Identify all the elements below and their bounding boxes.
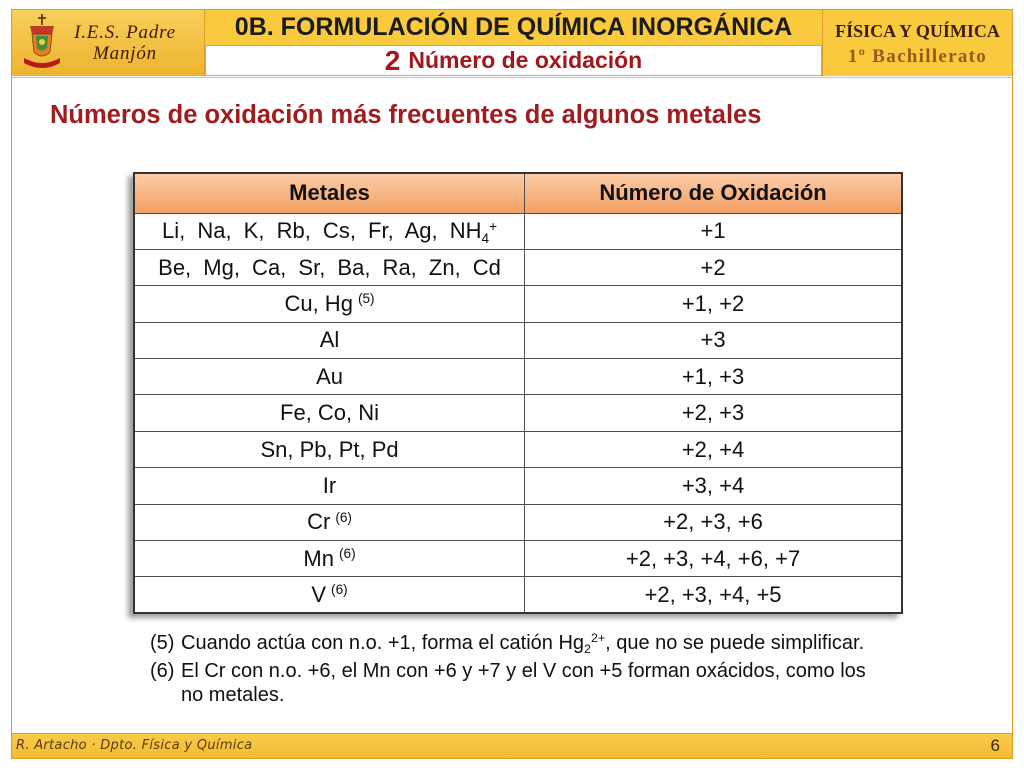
page-title: 0B. FORMULACIÓN DE QUÍMICA INORGÁNICA xyxy=(234,13,793,41)
section-number: 2 xyxy=(384,44,401,76)
footer-author: R. Artacho · Dpto. Física y Química xyxy=(16,738,253,753)
footnote-reference: (6) xyxy=(335,509,352,525)
metal-cell xyxy=(134,431,525,467)
footnote-5 xyxy=(150,631,881,655)
footnote-reference: (6) xyxy=(331,582,348,598)
table-header xyxy=(134,173,902,213)
oxidation-number-cell: +1, +3 xyxy=(525,359,902,395)
metal-symbols: Cu, Hg xyxy=(284,290,353,316)
school-name-line-1: I.E.S. Padre xyxy=(74,22,176,43)
oxidation-number-cell: +3 xyxy=(525,322,902,358)
footnote-marker: (6) xyxy=(150,660,175,682)
metal-symbols: Ir xyxy=(322,472,337,498)
school-name-line-2: Manjón xyxy=(93,43,157,64)
title-band xyxy=(205,10,822,45)
table-row xyxy=(134,249,902,285)
oxidation-number-cell: +2, +3, +4, +5 xyxy=(525,577,902,613)
oxidation-number-cell: +1 xyxy=(525,213,902,249)
column-header-metals: Metales xyxy=(134,173,525,213)
footnote-text: El Cr con n.o. +6, el Mn con +6 y +7 y el V con +5 forman oxácidos, como los no metales. xyxy=(181,660,866,706)
table-row xyxy=(134,213,902,249)
metal-cell xyxy=(134,286,525,322)
footnote-text-end: , que no se puede simplificar. xyxy=(605,632,865,654)
school-crest-icon xyxy=(20,13,64,73)
footnote-reference: (6) xyxy=(338,546,356,562)
metal-cell xyxy=(134,577,525,613)
oxidation-number-cell: +2, +3, +4, +6, +7 xyxy=(525,541,902,577)
ion-subscript: 2 xyxy=(584,641,591,656)
metal-symbols: V xyxy=(311,581,327,607)
metal-cell xyxy=(134,395,525,431)
oxidation-number-cell: +2, +4 xyxy=(525,431,902,467)
metal-cell xyxy=(134,249,525,285)
ion-charge: + xyxy=(489,218,498,234)
metal-symbols: Au xyxy=(316,363,343,389)
metal-cell xyxy=(134,213,525,249)
metal-subscript: 4 xyxy=(481,230,490,246)
footer-bar xyxy=(12,733,1012,758)
oxidation-number-cell: +2, +3, +6 xyxy=(525,504,902,540)
table-row xyxy=(134,286,902,322)
footnote-text-start: Cuando actúa con n.o. +1, forma el catión Hg xyxy=(181,632,585,654)
page-number: 6 xyxy=(990,736,1000,755)
subject-box xyxy=(822,10,1012,76)
metal-cell xyxy=(134,504,525,540)
school-name xyxy=(70,22,180,64)
oxidation-number-cell: +2, +3 xyxy=(525,395,902,431)
footnote-reference: (5) xyxy=(357,291,375,307)
table-row xyxy=(134,395,902,431)
metal-symbols: Fe, Co, Ni xyxy=(280,400,380,426)
table-row xyxy=(134,359,902,395)
table-row xyxy=(134,577,902,613)
footnote-text xyxy=(181,631,881,655)
metal-symbols: Li, Na, K, Rb, Cs, Fr, Ag, NH xyxy=(161,218,482,244)
metal-symbols: Sn, Pb, Pt, Pd xyxy=(260,436,399,462)
table-row xyxy=(134,431,902,467)
metal-symbols: Cr xyxy=(307,509,331,535)
metal-symbols: Be, Mg, Ca, Sr, Ba, Ra, Zn, Cd xyxy=(158,254,501,280)
table-header-row xyxy=(134,173,902,213)
oxidation-number-cell: +3, +4 xyxy=(525,468,902,504)
footnote-6 xyxy=(150,659,881,707)
metal-cell xyxy=(134,322,525,358)
header-divider xyxy=(12,77,1012,78)
ion-charge: 2+ xyxy=(590,631,606,646)
subtitle-box xyxy=(205,45,822,76)
footnotes xyxy=(150,631,881,707)
school-logo xyxy=(12,10,205,76)
footnote-marker: (5) xyxy=(150,632,175,654)
subject-name: FÍSICA Y QUÍMICA xyxy=(835,21,1000,41)
table-row xyxy=(134,322,902,358)
oxidation-number-cell: +2 xyxy=(525,249,902,285)
table-row xyxy=(134,468,902,504)
column-header-oxidation-number: Número de Oxidación xyxy=(525,173,902,213)
section-title: Número de oxidación xyxy=(408,47,643,73)
metal-cell xyxy=(134,468,525,504)
oxidation-number-cell: +1, +2 xyxy=(525,286,902,322)
table-row xyxy=(134,504,902,540)
oxidation-table-body xyxy=(134,213,902,613)
metal-cell xyxy=(134,359,525,395)
metal-symbols: Al xyxy=(319,327,340,353)
metal-symbols: Mn xyxy=(303,545,334,571)
oxidation-states-table xyxy=(133,172,903,614)
metal-cell xyxy=(134,541,525,577)
course-level: 1º Bachillerato xyxy=(847,46,988,67)
content-heading: Números de oxidación más frecuentes de algunos metales xyxy=(50,101,762,129)
table-row xyxy=(134,541,902,577)
